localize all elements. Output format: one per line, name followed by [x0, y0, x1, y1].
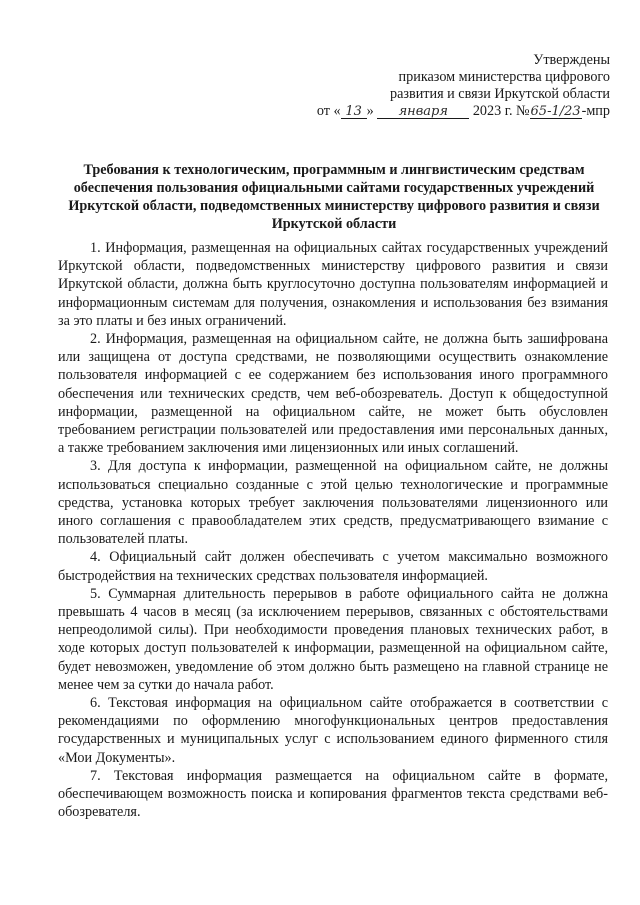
- day-field: [341, 103, 367, 119]
- requirements-list: [58, 239, 608, 822]
- requirement-paragraph: 7. Текстовая информация размещается на официальном сайте в формате, обеспечивающем возможность поиска и копирования фрагментов текста средствами веб-обозревателя.: [58, 767, 608, 821]
- requirement-paragraph: 4. Официальный сайт должен обеспечивать с учетом максимально возможного быстродействия на технических средствах пользователя информацией.: [58, 549, 608, 584]
- requirement-paragraph: 5. Суммарная длительность перерывов в работе официального сайта не должна превышать 4 часов в месяц (за исключением перерывов, связанных с обстоятельствами непреодолимой силы). При необходимости проведения плановых технических работ, в ходе которых доступ пользователей к информации, размещенной на официальном сайте, будет невозможен, уведомление об этом должно быть размещено на главной странице не менее чем за сутки до начала работ.: [58, 585, 608, 693]
- year-and-number-label: 2023 г. №: [472, 103, 530, 119]
- requirement-paragraph: 2. Информация, размещенная на официальном сайте, не должна быть зашифрована или защищена от доступа средствами, не позволяющими осуществить ознакомление пользователя информацией с ее содержанием без использования иного программного обеспечения или технических средств, чем веб-обозреватель. Доступ к общедоступной информации, размещенной на официальном сайте, не может быть обусловлен требованием регистрации пользователей или предоставления ими персональных данных, а также требованием заключения ими лицензионных или иных соглашений.: [58, 331, 608, 457]
- date-prefix: от «: [316, 103, 341, 119]
- approval-date-line: [280, 103, 610, 120]
- document-title: Требования к технологическим, программным и лингвистическим средствам обеспечения пользования официальными сайтами государственных учреждений Иркутской области, подведомственных министерству цифрового развития и связи Иркутской области: [68, 162, 600, 232]
- approval-ministry-line: развития и связи Иркутской области: [390, 86, 610, 102]
- approval-block: [280, 52, 610, 120]
- month-field: [377, 103, 469, 119]
- number-suffix: -мпр: [581, 103, 610, 119]
- handwritten-number: 65-1/23: [530, 104, 581, 119]
- approval-heading: Утверждены: [533, 52, 610, 68]
- day-close-quote: »: [366, 103, 374, 119]
- number-field: [530, 103, 582, 119]
- requirement-paragraph: 1. Информация, размещенная на официальных сайтах государственных учреждений Иркутской области, подведомственных министерству цифрового развития и связи Иркутской области, должна быть круглосуточно доступна пользователям информацией и информационным системам для получения, ознакомления и использования без взимания за это платы и без иных ограничений.: [58, 240, 608, 329]
- handwritten-day: 13: [345, 104, 362, 119]
- requirement-paragraph: 6. Текстовая информация на официальном сайте отображается в соответствии с рекомендациями по оформлению многофункциональных центров предоставления государственных и муниципальных услуг с использованием единого фирменного стиля «Мои Документы».: [58, 695, 608, 766]
- requirement-paragraph: 3. Для доступа к информации, размещенной на официальном сайте, не должны использоваться специально созданные с этой целью технологические и программные средства, установка которых требует заключения пользователями лицензионного или иного соглашения с правообладателем этих средств, предусматривающего взимание с пользователей платы.: [58, 458, 608, 548]
- handwritten-month: января: [398, 104, 448, 119]
- approval-order-line: приказом министерства цифрового: [398, 69, 610, 85]
